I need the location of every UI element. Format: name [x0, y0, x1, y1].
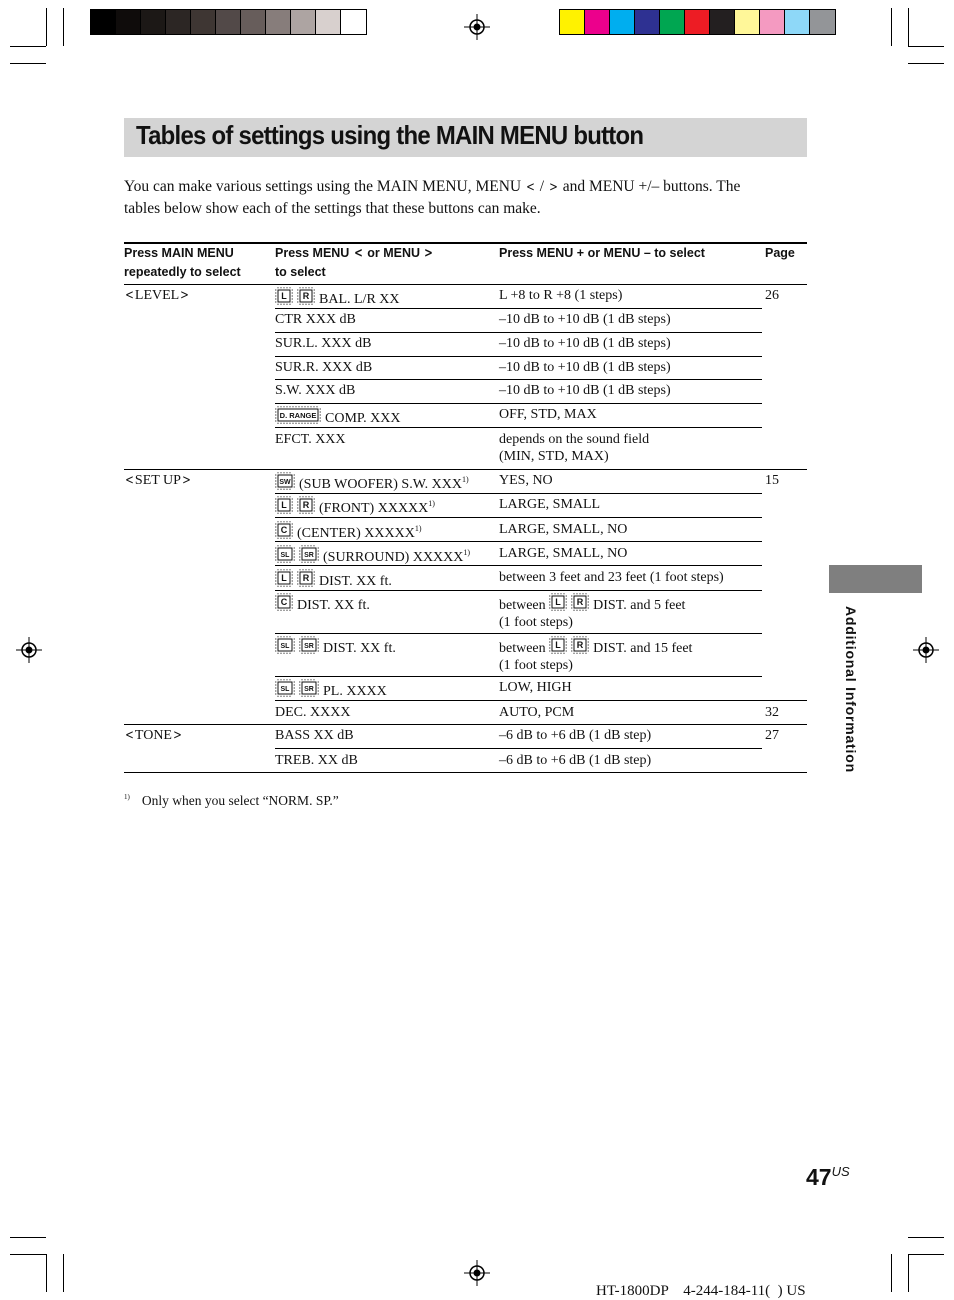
svg-text:R: R [302, 573, 310, 583]
setting-surr: SUR.R. XXX dB [275, 360, 373, 375]
crop-mark [908, 1254, 944, 1255]
svg-text:SW: SW [279, 479, 291, 486]
page-number [806, 1164, 850, 1191]
color-swatch [660, 10, 685, 34]
header-plus-minus: Press MENU + or MENU – to select [499, 246, 705, 260]
setting-comp [275, 406, 400, 427]
group-rule [124, 724, 807, 725]
row-rule [275, 590, 762, 591]
crop-mark [908, 1254, 909, 1292]
row-rule [275, 332, 762, 333]
color-swatch [291, 10, 316, 34]
color-swatch [760, 10, 785, 34]
value-text: (1 foot steps) [499, 658, 573, 673]
speaker-front-left-icon [275, 569, 293, 587]
color-swatch [191, 10, 216, 34]
crop-mark [46, 8, 47, 46]
table-bottom-rule [124, 772, 807, 773]
crop-mark [908, 8, 909, 46]
color-swatch [141, 10, 166, 34]
value-text: DIST. and 5 feet [593, 598, 686, 613]
svg-text:R: R [302, 500, 310, 510]
crop-mark [908, 1237, 944, 1238]
setting-text: DIST. XX ft. [323, 641, 396, 656]
row-rule [275, 633, 762, 634]
color-swatch [610, 10, 635, 34]
setting-text: (CENTER) XXXXX [297, 526, 415, 541]
setting-subwoofer [275, 472, 469, 493]
crop-mark [10, 1254, 46, 1255]
speaker-center-icon [275, 521, 293, 539]
row-rule [275, 403, 762, 404]
value-bal: L +8 to R +8 (1 steps) [499, 288, 623, 303]
footnote-mark: 1) [124, 793, 130, 801]
setting-text: PL. XXXX [323, 684, 387, 699]
color-swatch [810, 10, 835, 34]
speaker-front-right-icon [297, 287, 315, 305]
color-swatch [685, 10, 710, 34]
svg-text:L: L [555, 640, 561, 650]
setting-dist-surround [275, 636, 396, 657]
value-text: (1 foot steps) [499, 615, 573, 630]
svg-text:SL: SL [280, 686, 290, 693]
setting-efct: EFCT. XXX [275, 432, 346, 447]
row-rule [275, 541, 762, 542]
title-bar [124, 118, 807, 157]
chevron-right-icon: > [424, 246, 434, 261]
page-ref: 32 [765, 705, 779, 720]
registration-mark-icon [464, 14, 490, 40]
setting-text: (SUB WOOFER) S.W. XXX [299, 477, 462, 492]
setting-sw: S.W. XXX dB [275, 383, 356, 398]
group-tone [124, 727, 183, 744]
header-text: Press MAIN MENU [124, 246, 234, 260]
svg-text:L: L [281, 500, 287, 510]
header-rule [124, 284, 807, 285]
chevron-left-icon: < [125, 728, 134, 743]
crop-mark [908, 46, 944, 47]
row-rule [275, 517, 762, 518]
value-bass: –6 dB to +6 dB (1 dB step) [499, 728, 652, 743]
speaker-front-left-icon [549, 636, 567, 654]
row-rule [275, 356, 762, 357]
speaker-front-right-icon [297, 496, 315, 514]
setting-surl: SUR.L. XXX dB [275, 336, 372, 351]
group-level [124, 287, 190, 304]
crop-mark [891, 1254, 892, 1292]
value-treb: –6 dB to +6 dB (1 dB step) [499, 753, 652, 768]
value-surl: –10 dB to +10 dB (1 dB steps) [499, 336, 671, 351]
crop-mark [10, 46, 46, 47]
header-menu-select [275, 244, 434, 282]
value-dist-center [499, 593, 685, 631]
setting-text: DIST. XX ft. [319, 574, 392, 589]
group-rule [124, 469, 807, 470]
svg-text:D. RANGE: D. RANGE [279, 411, 317, 420]
speaker-surround-right-icon [299, 545, 319, 563]
value-comp: OFF, STD, MAX [499, 407, 597, 422]
color-swatch [735, 10, 760, 34]
setting-text: DIST. XX ft. [297, 598, 370, 613]
color-swatch [341, 10, 366, 34]
chevron-left-icon: < [125, 473, 134, 488]
color-swatch [166, 10, 191, 34]
row-rule [275, 427, 762, 428]
row-rule [275, 308, 762, 309]
gray-calibration-strip [90, 9, 367, 35]
color-swatch [216, 10, 241, 34]
setting-text: BAL. L/R XX [319, 292, 400, 307]
crop-mark [10, 63, 46, 64]
row-rule [275, 700, 807, 701]
svg-text:C: C [280, 525, 288, 535]
footnote-ref: 1) [461, 475, 469, 484]
svg-text:R: R [576, 640, 584, 650]
value-front: LARGE, SMALL [499, 497, 601, 512]
page-ref: 27 [765, 728, 779, 743]
speaker-surround-left-icon [275, 636, 295, 654]
setting-bass: BASS XX dB [275, 728, 354, 743]
value-text: (MIN, STD, MAX) [499, 449, 609, 464]
value-dist-surround [499, 636, 692, 674]
speaker-front-left-icon [275, 496, 293, 514]
color-swatch [785, 10, 810, 34]
group-label: SET UP [134, 473, 181, 488]
chevron-right-icon: > [549, 180, 558, 195]
speaker-front-left-icon [275, 287, 293, 305]
value-pl: LOW, HIGH [499, 680, 572, 695]
setting-front [275, 496, 435, 517]
footnote-ref: 1) [428, 499, 435, 508]
svg-text:SR: SR [304, 686, 314, 693]
setting-treb: TREB. XX dB [275, 753, 358, 768]
color-swatch [266, 10, 291, 34]
setting-text: (FRONT) XXXXX [319, 501, 429, 516]
crop-mark [63, 8, 64, 46]
row-rule [275, 379, 762, 380]
footnote [124, 793, 339, 809]
setting-center [275, 521, 422, 542]
chevron-right-icon: > [180, 288, 190, 303]
crop-mark [891, 8, 892, 46]
row-rule [275, 748, 762, 749]
crop-mark [46, 1254, 47, 1292]
speaker-front-right-icon [571, 636, 589, 654]
model-code: HT-1800DP 4-244-184-11( ) US [596, 1283, 806, 1299]
crop-mark [10, 1237, 46, 1238]
setting-text: COMP. XXX [325, 411, 401, 426]
row-rule [275, 676, 762, 677]
section-tab [829, 565, 922, 593]
value-sw: –10 dB to +10 dB (1 dB steps) [499, 383, 671, 398]
speaker-surround-right-icon [299, 679, 319, 697]
color-swatch [241, 10, 266, 34]
value-text: DIST. and 15 feet [593, 641, 693, 656]
header-text: repeatedly to select [124, 265, 241, 279]
color-swatch [585, 10, 610, 34]
footnote-text: Only when you select “NORM. SP.” [141, 793, 339, 808]
group-setup [124, 472, 192, 489]
chevron-right-icon: > [182, 473, 191, 488]
setting-pl [275, 679, 387, 700]
setting-dist-front [275, 569, 392, 590]
header-page: Page [765, 246, 795, 260]
chevron-left-icon: < [353, 246, 363, 261]
value-text: between [499, 598, 546, 613]
header-text: or MENU [367, 246, 420, 260]
setting-ctr: CTR XXX dB [275, 312, 356, 327]
color-swatch [560, 10, 585, 34]
subwoofer-icon [275, 472, 295, 490]
color-swatch [116, 10, 141, 34]
value-subwoofer: YES, NO [499, 473, 553, 488]
chevron-left-icon: < [125, 288, 134, 303]
header-text: to select [275, 265, 326, 279]
speaker-front-left-icon [549, 593, 567, 611]
crop-mark [908, 63, 944, 64]
value-text: depends on the sound field [499, 432, 650, 447]
dynamic-range-icon [275, 406, 321, 424]
svg-text:R: R [576, 597, 584, 607]
setting-text: (SURROUND) XXXXX [323, 550, 464, 565]
page-title: Tables of settings using the MAIN MENU button [136, 120, 644, 150]
registration-mark-icon [913, 637, 939, 663]
svg-text:L: L [555, 597, 561, 607]
speaker-front-right-icon [297, 569, 315, 587]
row-rule [275, 493, 762, 494]
speaker-surround-left-icon [275, 679, 295, 697]
value-efct [499, 431, 649, 465]
registration-mark-icon [16, 637, 42, 663]
footnote-ref: 1) [414, 524, 422, 533]
setting-surround [275, 545, 470, 566]
page-ref: 15 [765, 473, 779, 488]
setting-bal [275, 287, 400, 308]
intro-line-1 [124, 176, 814, 198]
footnote-ref: 1) [463, 548, 471, 557]
color-swatch [91, 10, 116, 34]
svg-text:L: L [281, 573, 287, 583]
speaker-center-icon [275, 593, 293, 611]
intro-paragraph [124, 176, 814, 219]
speaker-surround-left-icon [275, 545, 295, 563]
page-suffix: US [831, 1164, 850, 1179]
group-label: LEVEL [134, 288, 180, 303]
color-calibration-strip [559, 9, 836, 35]
svg-text:SR: SR [304, 552, 314, 559]
color-swatch [635, 10, 660, 34]
value-ctr: –10 dB to +10 dB (1 dB steps) [499, 312, 671, 327]
intro-text: You can make various settings using the MAIN MENU, MENU [124, 178, 522, 195]
registration-mark-icon [464, 1260, 490, 1286]
value-surround: LARGE, SMALL, NO [499, 546, 628, 561]
svg-text:SR: SR [304, 643, 314, 650]
value-text: between [499, 641, 546, 656]
value-dec: AUTO, PCM [499, 705, 575, 720]
svg-text:C: C [280, 597, 288, 607]
row-rule [275, 565, 762, 566]
color-swatch [710, 10, 735, 34]
header-main-menu [124, 244, 241, 282]
chevron-right-icon: > [173, 728, 182, 743]
svg-text:SL: SL [280, 552, 290, 559]
value-dist-front: between 3 feet and 23 feet (1 foot steps) [499, 570, 724, 585]
value-surr: –10 dB to +10 dB (1 dB steps) [499, 360, 671, 375]
speaker-surround-right-icon [299, 636, 319, 654]
group-label: TONE [134, 728, 172, 743]
value-center: LARGE, SMALL, NO [499, 522, 628, 537]
setting-dec: DEC. XXXX [275, 705, 351, 720]
page-ref: 26 [765, 288, 779, 303]
svg-text:L: L [281, 291, 287, 301]
speaker-front-right-icon [571, 593, 589, 611]
header-text: Press MENU [275, 246, 350, 260]
svg-text:SL: SL [280, 643, 290, 650]
page-number-value: 47 [806, 1164, 832, 1190]
svg-text:R: R [302, 291, 310, 301]
section-tab-label: Additional Information [843, 606, 859, 773]
intro-text: and MENU +/– buttons. The [562, 178, 741, 195]
intro-line-2: tables below show each of the settings that these buttons can make. [124, 200, 541, 217]
crop-mark [63, 1254, 64, 1292]
color-swatch [316, 10, 341, 34]
setting-dist-center [275, 593, 370, 614]
intro-slash: / [539, 178, 545, 195]
chevron-left-icon: < [526, 180, 535, 195]
